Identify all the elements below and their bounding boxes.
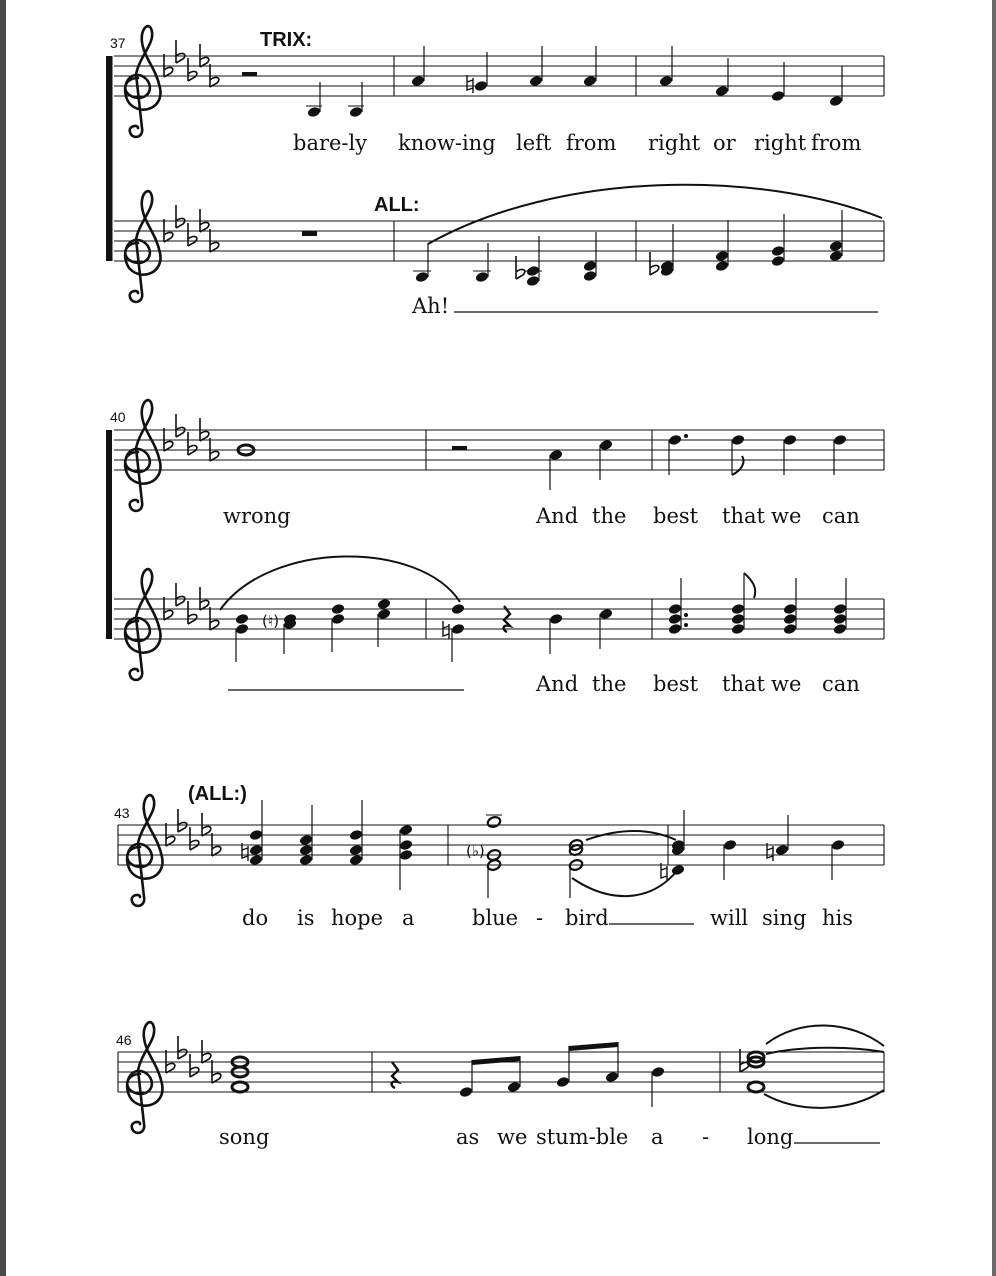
key-signature-icon xyxy=(166,809,221,856)
staff-lower xyxy=(114,556,884,696)
lyric: a xyxy=(402,906,415,930)
treble-clef-icon xyxy=(127,1022,162,1133)
lyric: that xyxy=(722,504,765,528)
notes xyxy=(549,434,848,490)
cautionary-natural-icon: (♮) xyxy=(262,612,280,630)
part-label: (ALL:) xyxy=(188,783,247,805)
key-signature-icon xyxy=(164,583,219,630)
treble-clef-icon xyxy=(125,191,160,302)
lyric: know-ing xyxy=(398,131,496,155)
lyric: as xyxy=(456,1125,480,1149)
lyrics xyxy=(293,131,861,155)
lyric: And xyxy=(536,504,579,528)
lyric: left xyxy=(516,131,552,155)
key-signature-icon xyxy=(164,40,219,87)
staff-upper xyxy=(114,400,884,528)
notes xyxy=(242,800,845,898)
lyric: we xyxy=(497,1125,528,1149)
lyric: blue xyxy=(472,906,519,930)
lyrics xyxy=(223,504,860,528)
lyric: the xyxy=(592,672,627,696)
lyric: his xyxy=(822,906,854,930)
system-bracket xyxy=(106,430,112,639)
lyrics xyxy=(219,1125,880,1149)
tie xyxy=(764,1090,884,1108)
lyric: song xyxy=(219,1125,270,1149)
staff-all xyxy=(114,185,884,318)
lyric: sing xyxy=(762,906,807,930)
treble-clef-icon xyxy=(127,795,162,906)
cautionary-flat-icon: (♭) xyxy=(466,842,485,860)
lyric: - xyxy=(702,1125,710,1149)
system-4 xyxy=(116,1022,884,1149)
treble-clef-icon xyxy=(125,400,160,511)
lyric: bare-ly xyxy=(293,131,368,155)
lyric: can xyxy=(822,672,860,696)
lyric: do xyxy=(242,906,269,930)
lyrics xyxy=(411,294,878,318)
notes xyxy=(306,46,843,118)
lyric: is xyxy=(297,906,315,930)
key-signature-icon xyxy=(166,1036,221,1083)
measure-number: 37 xyxy=(110,35,126,51)
lyrics xyxy=(242,906,853,930)
lyric: that xyxy=(722,672,765,696)
measure-number: 40 xyxy=(110,409,126,425)
lyric: - xyxy=(536,906,544,930)
lyric: best xyxy=(653,504,699,528)
lyric: long xyxy=(747,1125,794,1149)
lyric: best xyxy=(653,672,699,696)
system-2 xyxy=(106,400,884,696)
treble-clef-icon xyxy=(125,569,160,680)
lyric: can xyxy=(822,504,860,528)
lyrics xyxy=(228,672,860,696)
lyric: we xyxy=(771,672,802,696)
key-signature-icon xyxy=(164,414,219,461)
slur xyxy=(220,556,460,610)
tie xyxy=(766,1048,884,1054)
lyric: And xyxy=(536,672,579,696)
lyric: or xyxy=(713,131,736,155)
lyric: bird xyxy=(565,906,609,930)
key-signature-icon xyxy=(164,205,219,252)
lyric: we xyxy=(771,504,802,528)
lyric: Ah! xyxy=(412,294,450,318)
lyric: stum-ble xyxy=(536,1125,629,1149)
staff-trix xyxy=(114,26,884,155)
tie xyxy=(766,1025,884,1046)
lyric: right xyxy=(754,131,807,155)
treble-clef-icon xyxy=(125,26,160,137)
system-3 xyxy=(114,783,884,930)
lyric: from xyxy=(811,131,862,155)
system-1 xyxy=(106,26,884,318)
lyric: right xyxy=(648,131,701,155)
lyric: from xyxy=(566,131,617,155)
notes xyxy=(235,573,848,662)
measure-number: 46 xyxy=(116,1032,132,1048)
part-label: ALL: xyxy=(374,194,420,216)
half-rest-icon xyxy=(452,446,467,450)
measure-number: 43 xyxy=(114,805,130,821)
notes xyxy=(232,1025,884,1107)
lyric: the xyxy=(592,504,627,528)
system-bracket xyxy=(106,56,112,261)
lyric: a xyxy=(651,1125,664,1149)
half-rest-icon xyxy=(242,72,257,76)
lyric: wrong xyxy=(223,504,291,528)
whole-rest-icon xyxy=(302,231,317,236)
lyric: hope xyxy=(331,906,384,930)
part-label: TRIX: xyxy=(260,29,313,51)
slur xyxy=(428,185,882,244)
lyric: will xyxy=(710,906,749,930)
